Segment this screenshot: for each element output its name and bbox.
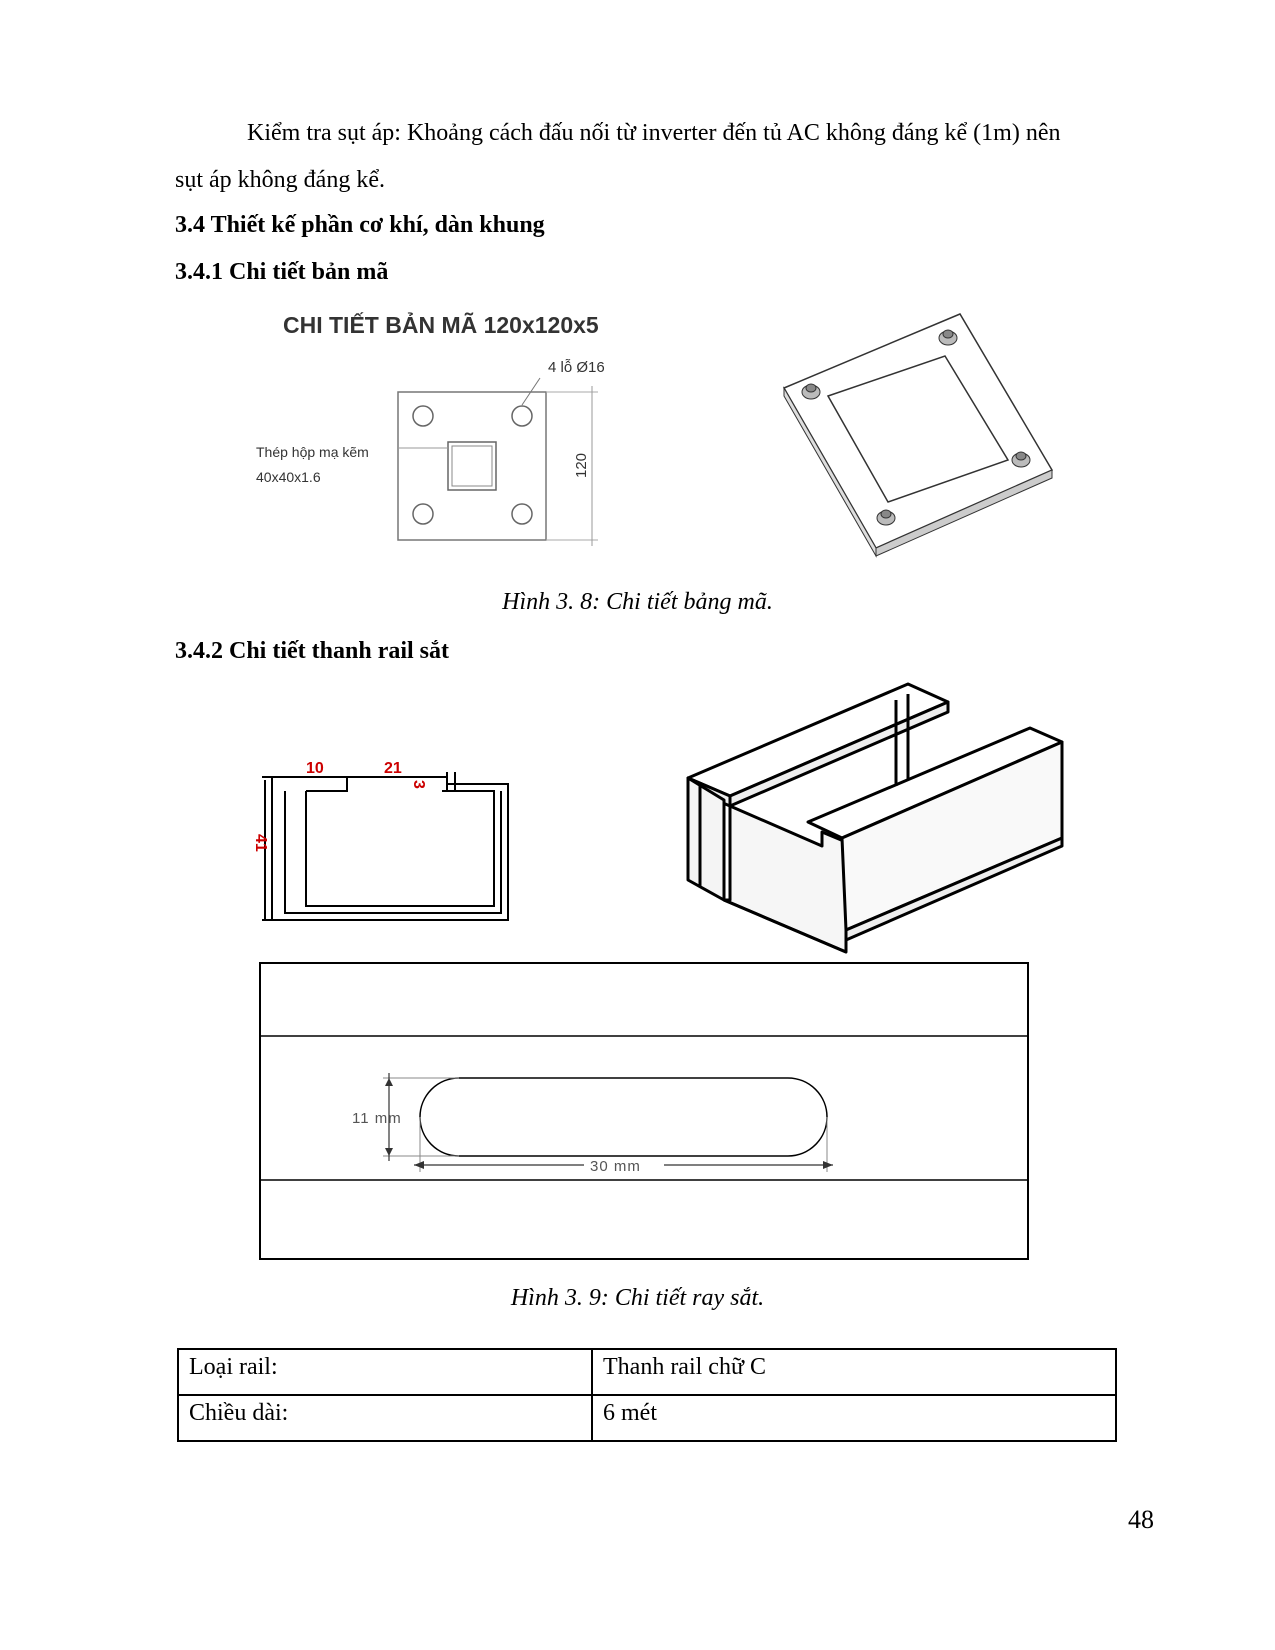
rail-slot-view [260,963,1028,1259]
bolt-hole [512,406,532,426]
dim-41: 41 [252,834,269,852]
slot-hole [420,1078,827,1156]
tube-outer [448,442,496,490]
tube-label-2: 40x40x1.6 [256,469,321,485]
rail-cross-section [262,777,508,920]
tube-label-1: Thép hộp mạ kẽm [256,444,369,460]
table-cell-label: Chiều dài: [178,1395,592,1441]
base-plate-3d [784,314,1052,556]
page-number: 48 [1128,1505,1154,1534]
heading-3-4-2: 3.4.2 Chi tiết thanh rail sắt [175,638,450,664]
table-cell-label: Loại rail: [178,1349,592,1395]
table-row [178,1395,1116,1441]
heading-3-4-1: 3.4.1 Chi tiết bản mã [175,259,389,285]
base-plate-drawing [0,300,1275,600]
holes-label: 4 lỗ Ø16 [548,359,605,376]
table-cell-value: Thanh rail chữ C [592,1349,1116,1395]
dim-21: 21 [384,760,402,777]
table-cell-value: 6 mét [592,1395,1116,1441]
plate-outline [398,392,546,540]
tube-inner [452,446,492,486]
paragraph-line-2: sụt áp không đáng kể. [175,167,385,193]
dim-3: 3 [410,780,427,789]
heading-3-4: 3.4 Thiết kế phần cơ khí, dàn khung [175,212,545,238]
rail-3d [688,684,1062,952]
figure-3-8-caption: Hình 3. 8: Chi tiết bảng mã. [502,589,773,615]
paragraph-line-1: Kiểm tra sụt áp: Khoảng cách đấu nối từ inverter đến tủ AC không đáng kể (1m) nên [247,120,1061,146]
base-plate-title: CHI TIẾT BẢN MÃ 120x120x5 [283,312,599,338]
slot-height-label: 11 mm [352,1110,402,1127]
dimension-120: 120 [573,452,590,478]
bolt-hole [512,504,532,524]
bolt-hole [413,504,433,524]
bolt-hole [413,406,433,426]
dim-10: 10 [306,760,324,777]
slot-width-label: 30 mm [590,1158,641,1175]
table-row [178,1349,1116,1395]
rail-section-drawing [0,680,1275,1270]
figure-3-9-caption: Hình 3. 9: Chi tiết ray sắt. [510,1285,765,1311]
rail-spec-table [177,1348,1117,1442]
